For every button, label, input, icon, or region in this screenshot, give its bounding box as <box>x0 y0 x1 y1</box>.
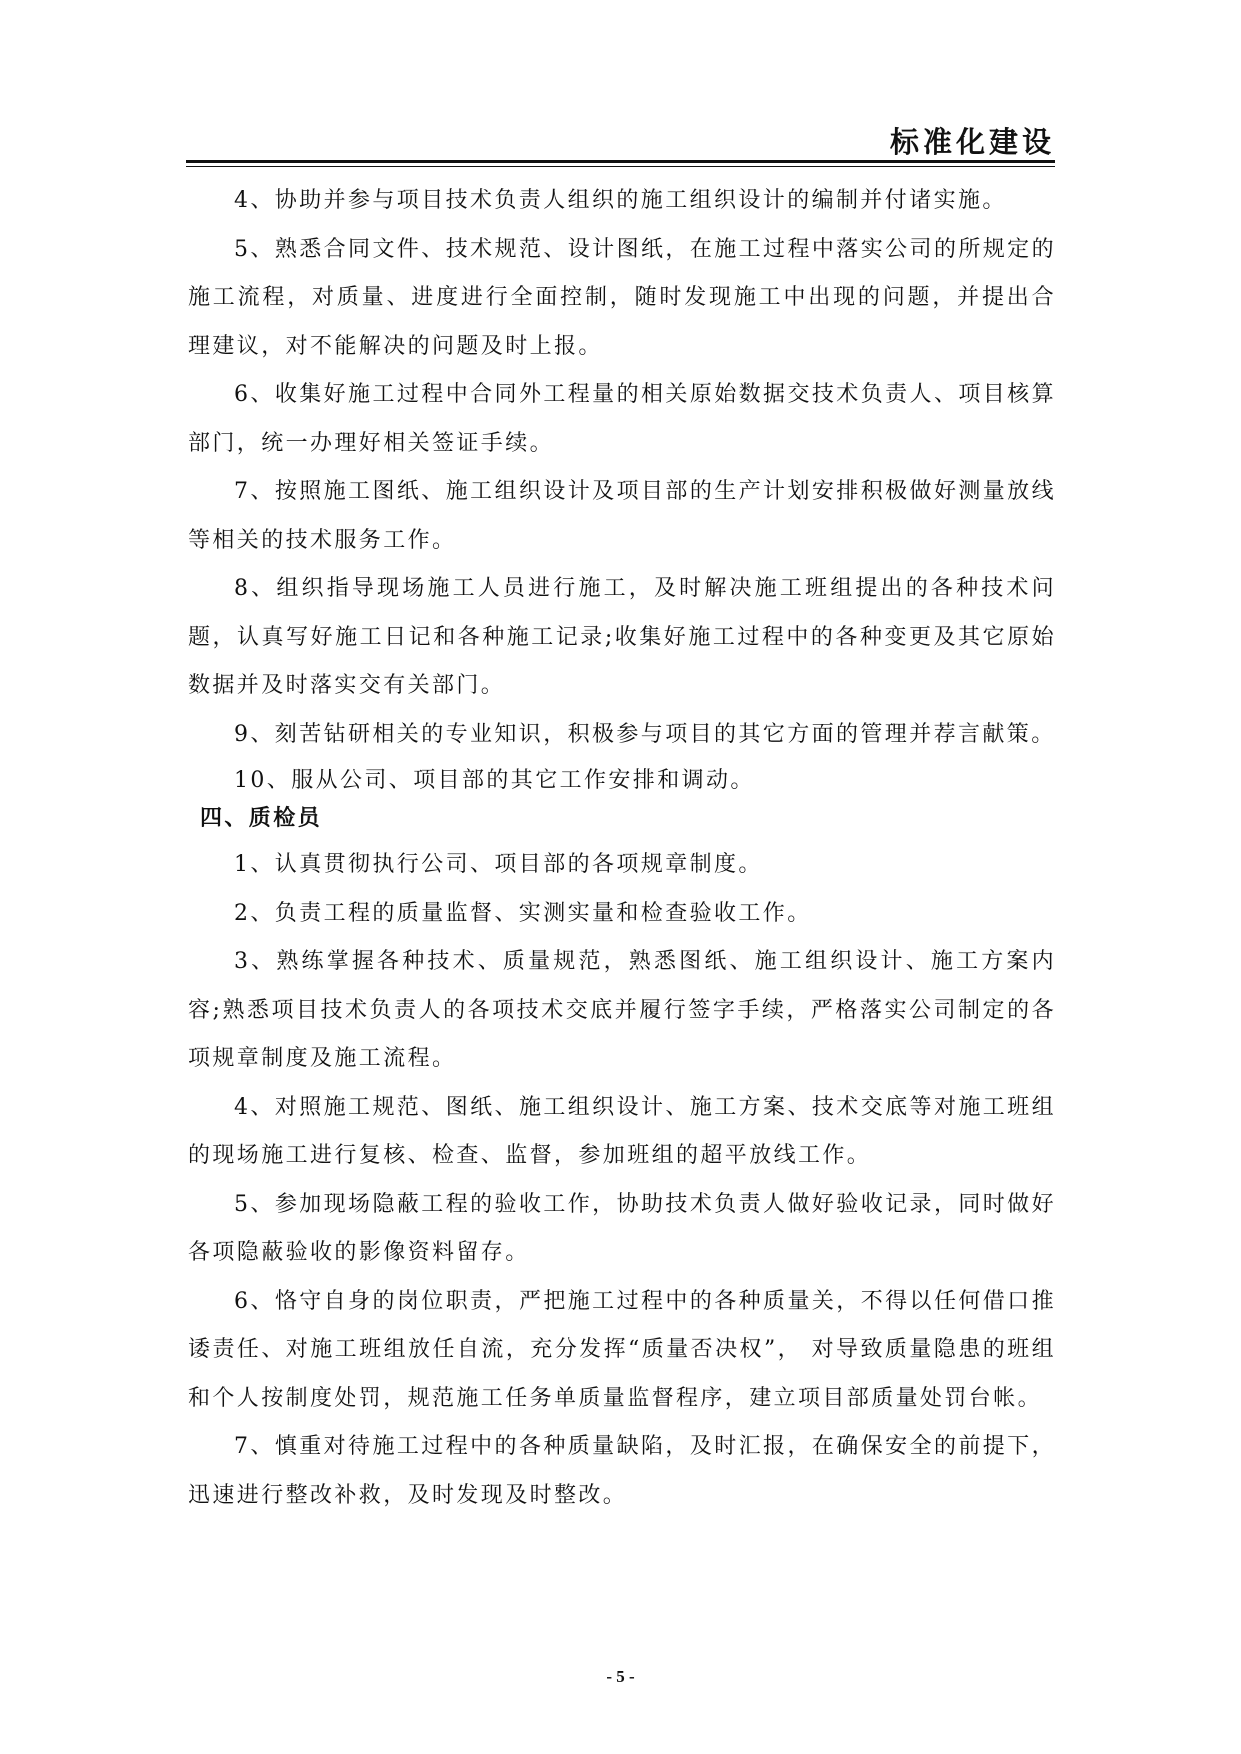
paragraph: 1、认真贯彻执行公司、项目部的各项规章制度。 <box>234 852 763 877</box>
paragraph: 3、熟练掌握各种技术、质量规范，熟悉图纸、施工组织设计、施工方案内容;熟悉项目技术负责人的各项技术交底并履行签字手续，严格落实公司制定的各项规章制度及施工流程。 <box>188 949 1056 1071</box>
paragraph: 7、慎重对待施工过程中的各种质量缺陷，及时汇报，在确保安全的前提下，迅速进行整改补救，及时发现及时整改。 <box>188 1434 1056 1508</box>
paragraph: 8、组织指导现场施工人员进行施工，及时解决施工班组提出的各种技术问题，认真写好施工日记和各种施工记录;收集好施工过程中的各种变更及其它原始数据并及时落实交有关部门。 <box>188 576 1056 698</box>
paragraph: 5、参加现场隐蔽工程的验收工作，协助技术负责人做好验收记录，同时做好各项隐蔽验收的影像资料留存。 <box>188 1191 1056 1265</box>
paragraph: 4、对照施工规范、图纸、施工组织设计、施工方案、技术交底等对施工班组的现场施工进行复核、检查、监督，参加班组的超平放线工作。 <box>188 1094 1056 1168</box>
paragraph: 2、负责工程的质量监督、实测实量和检查验收工作。 <box>234 900 812 926</box>
document-body <box>188 177 1056 1520</box>
paragraph: 5、熟悉合同文件、技术规范、设计图纸，在施工过程中落实公司的所规定的施工流程，对质量、进度进行全面控制，随时发现施工中出现的问题，并提出合理建议，对不能解决的问题及时上报。 <box>188 236 1056 359</box>
paragraph: 7、按照施工图纸、施工组织设计及项目部的生产计划安排积极做好测量放线等相关的技术服务工作。 <box>188 479 1056 553</box>
header-rule-thin <box>186 166 1055 167</box>
paragraph: 6、收集好施工过程中合同外工程量的相关原始数据交技术负责人、项目核算部门，统一办理好相关签证手续。 <box>188 382 1056 456</box>
paragraph: 4、协助并参与项目技术负责人组织的施工组织设计的编制并付诸实施。 <box>234 188 1007 213</box>
header-rule-thick <box>186 160 1055 163</box>
paragraph: 9、刻苦钻研相关的专业知识，积极参与项目的其它方面的管理并荐言献策。 <box>234 721 1056 747</box>
section-heading: 四、质检员 <box>200 806 323 831</box>
paragraph: 10、服从公司、项目部的其它工作安排和调动。 <box>234 768 755 793</box>
paragraph: 6、恪守自身的岗位职责，严把施工过程中的各种质量关，不得以任何借口推诿责任、对施工班组放任自流，充分发挥“质量否决权”， 对导致质量隐患的班组和个人按制度处罚，规范施工任务单质量监督程序，建立项目部质量处罚台帐。 <box>188 1288 1056 1411</box>
header-title: 标准化建设 <box>889 125 1055 159</box>
page-number: - 5 - <box>606 1667 635 1686</box>
